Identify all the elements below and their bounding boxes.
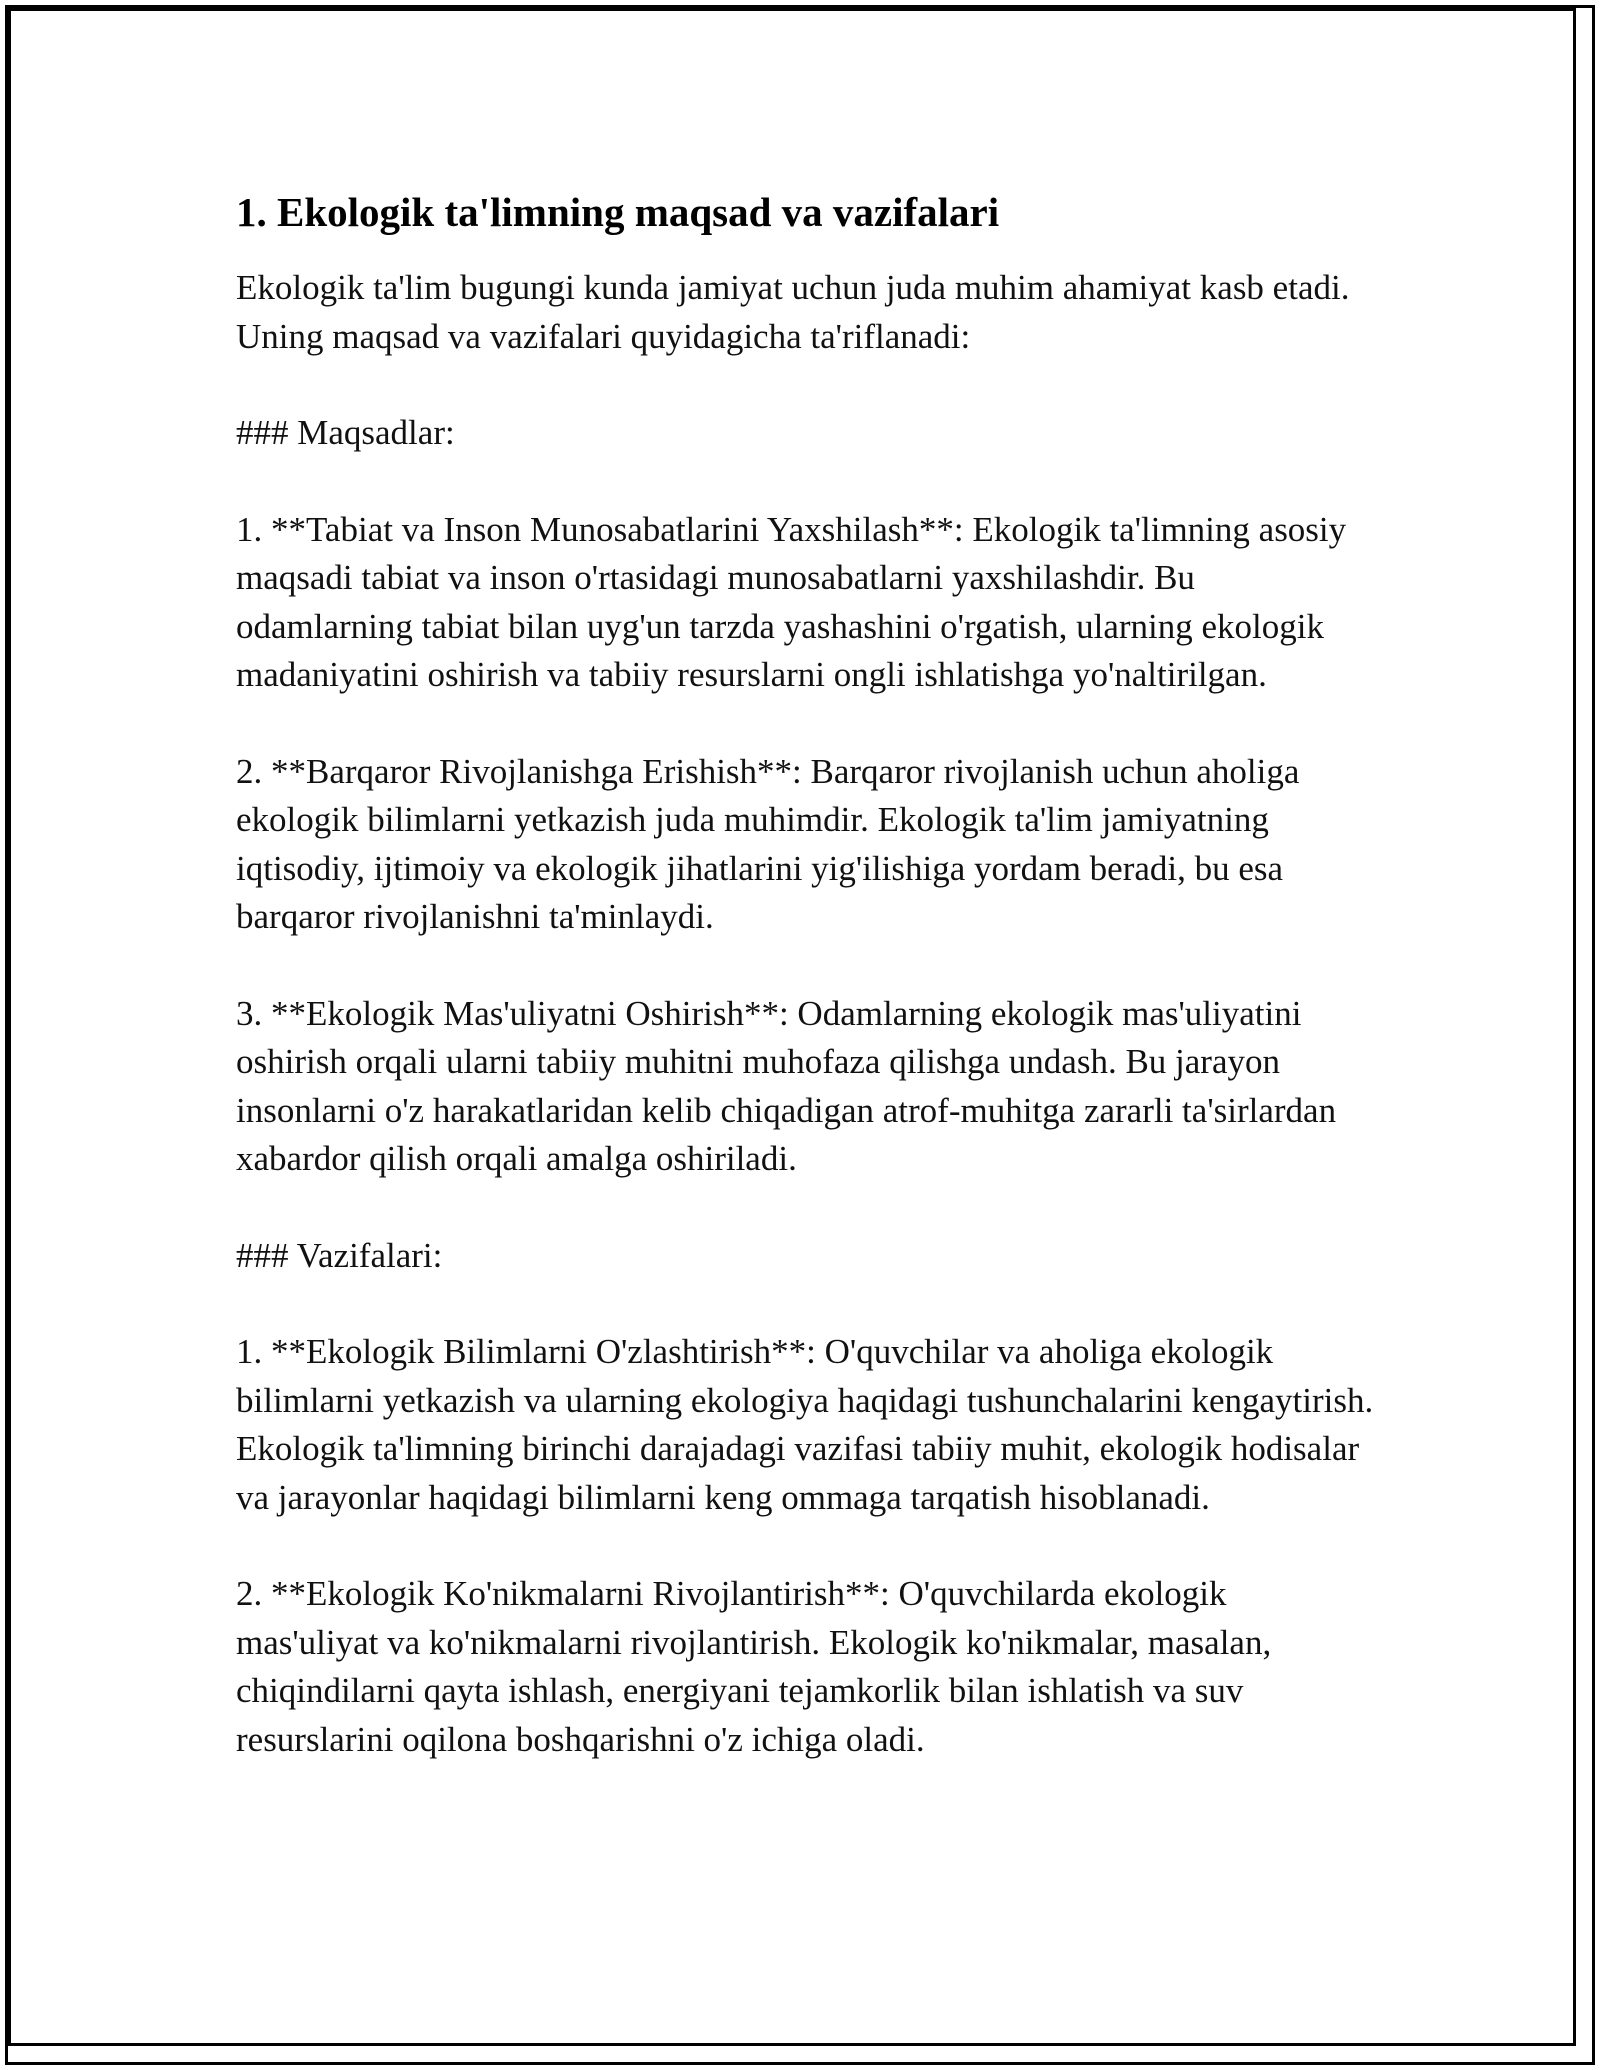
tasks-heading: ### Vazifalari: [236, 1235, 443, 1275]
goals-heading: ### Maqsadlar: [236, 413, 455, 452]
task-item: 1. **Ekologik Bilimlarni O'zlashtirish**: O'quvchilar va aholiga ekologik bilimlarni yetkazish va ularning ekologiya haqidagi tushunchalarini kengaytirish. Ekologik ta'limning birinchi darajadagi vazifasi tabiiy muhit, ekologik hodisalar va jarayonlar haqidagi bilimlarni keng ommaga tarqatish hisoblanadi. [236, 1332, 1374, 1517]
goal-item: 3. **Ekologik Mas'uliyatni Oshirish**: Odamlarning ekologik mas'uliyatini oshirish orqali ularni tabiiy muhitni muhofaza qilishga undash. Bu jarayon insonlarni o'z harakatlaridan kelib chiqadigan atrof-muhitga zararli ta'sirlardan xabardor qilish orqali amalga oshiriladi. [236, 993, 1337, 1178]
task-item: 2. **Ekologik Ko'nikmalarni Rivojlantirish**: O'quvchilarda ekologik mas'uliyat va ko'nikmalarni rivojlantirish. Ekologik ko'nikmalar, masalan, chiqindilarni qayta ishlash, energiyani tejamkorlik bilan ishlatish va suv resurslarini oqilona boshqarishni o'z ichiga oladi. [236, 1574, 1272, 1759]
goal-item: 2. **Barqaror Rivojlanishga Erishish**: Barqaror rivojlanish uchun aholiga ekologik bilimlarni yetkazish juda muhimdir. Ekologik ta'lim jamiyatning iqtisodiy, ijtimoiy va ekologik jihatlarini yig'ilishiga yordam beradi, bu esa barqaror rivojlanishni ta'minlaydi. [236, 751, 1300, 936]
document-body [236, 186, 1376, 1812]
intro-paragraph: Ekologik ta'lim bugungi kunda jamiyat uchun juda muhim ahamiyat kasb etadi. Uning maqsad va vazifalari quyidagicha ta'riflanadi: [236, 268, 1350, 356]
goal-item: 1. **Tabiat va Inson Munosabatlarini Yaxshilash**: Ekologik ta'limning asosiy maqsadi tabiat va inson o'rtasidagi munosabatlarni yaxshilashdir. Bu odamlarning tabiat bilan uyg'un tarzda yashashini o'rgatish, ularning ekologik madaniyatini oshirish va tabiiy resurslarni ongli ishlatishga yo'naltirilgan. [236, 509, 1347, 694]
document-title: 1. Ekologik ta'limning maqsad va vazifalari [236, 189, 1000, 235]
